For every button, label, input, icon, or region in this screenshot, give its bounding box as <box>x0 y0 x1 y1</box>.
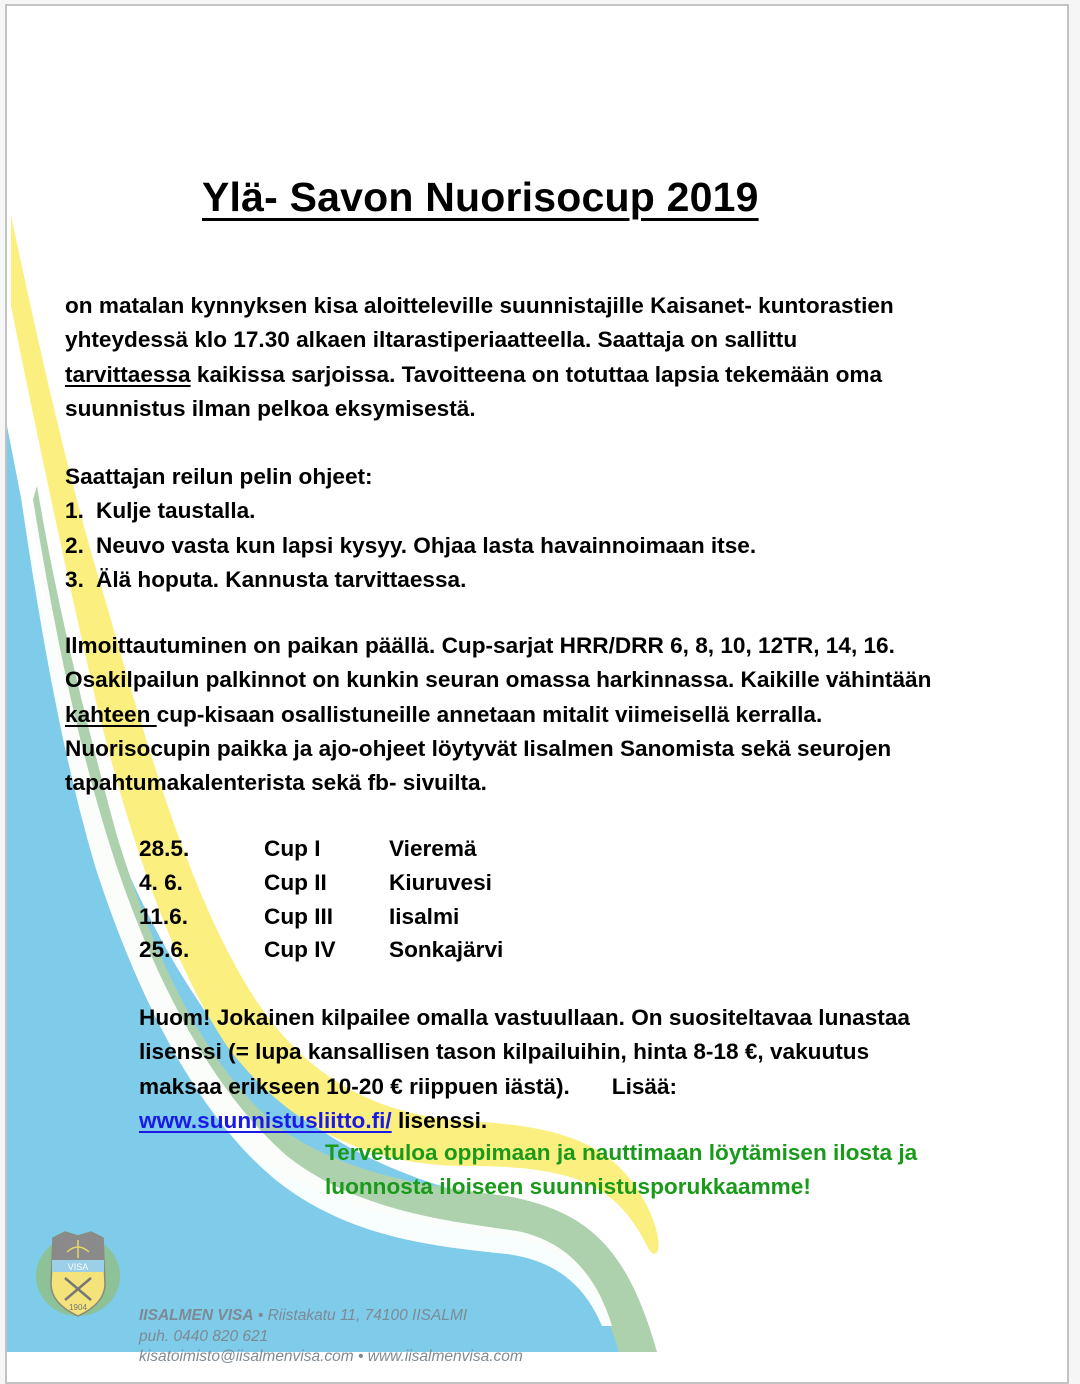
schedule-place: Kiuruvesi <box>389 869 492 895</box>
document-content <box>7 6 1069 1382</box>
club-contact-footer <box>139 1306 523 1368</box>
schedule-cup: Cup III <box>264 903 334 929</box>
rule-number: 2. <box>65 532 84 558</box>
underlined-word: tarvittaessa <box>65 361 191 387</box>
cup-schedule-table <box>139 832 503 967</box>
footer-address-line <box>139 1306 523 1327</box>
schedule-date: 28.5. <box>139 836 190 861</box>
intro-paragraph <box>65 289 894 426</box>
schedule-date: 11.6. <box>139 903 189 929</box>
rule-text: Kulje taustalla. <box>96 498 256 524</box>
rules-heading: Saattajan reilun pelin ohjeet: <box>65 464 373 489</box>
club-address: • Riistakatu 11, 74100 IISALMI <box>253 1307 468 1324</box>
note-line: Huom! Jokainen kilpailee omalla vastuullaan. On suositeltavaa lunastaa <box>139 1005 910 1030</box>
schedule-date: 25.6. <box>139 937 190 963</box>
intro-line: yhteydessä klo 17.30 alkaen iltarastiperiaatteella. Saattaja on sallittu <box>65 327 798 353</box>
schedule-place: Sonkajärvi <box>389 937 504 963</box>
schedule-row <box>139 832 503 866</box>
note-text: maksaa erikseen 10-20 € riippuen iästä). <box>139 1073 570 1099</box>
info-line-rest: cup-kisaan osallistuneille annetaan mitalit viimeisellä kerralla. <box>156 701 823 727</box>
club-email-website: kisatoimisto@iisalmenvisa.com • www.iisalmenvisa.com <box>139 1348 523 1365</box>
schedule-cup: Cup I <box>264 836 321 861</box>
welcome-line: luonnosta iloiseen suunnistusporukkaamme! <box>325 1174 811 1200</box>
rule-text: Älä hoputa. Kannusta tarvittaessa. <box>96 566 467 592</box>
license-note <box>139 1001 910 1138</box>
registration-info <box>65 629 931 800</box>
svg-text:1904: 1904 <box>69 1303 87 1312</box>
rule-number: 3. <box>65 566 84 592</box>
svg-text:VISA: VISA <box>67 1262 89 1272</box>
info-line <box>65 698 931 732</box>
info-line: tapahtumakalenterista sekä fb- sivuilta. <box>65 770 487 796</box>
schedule-place: Vieremä <box>389 836 477 861</box>
schedule-row <box>139 866 503 900</box>
schedule-cup: Cup IV <box>264 937 336 963</box>
welcome-message <box>325 1136 917 1205</box>
underlined-word: kahteen <box>65 701 157 727</box>
club-crest-logo-icon <box>33 1224 123 1319</box>
schedule-cup: Cup II <box>264 869 327 895</box>
schedule-row <box>139 900 503 934</box>
schedule-date: 4. 6. <box>139 869 183 895</box>
document-page <box>5 4 1069 1384</box>
club-phone: puh. 0440 820 621 <box>139 1327 269 1345</box>
intro-line <box>65 358 894 392</box>
link-suffix: lisenssi. <box>391 1107 488 1133</box>
info-line: Nuorisocupin paikka ja ajo-ohjeet löytyvät Iisalmen Sanomista sekä seurojen <box>65 735 892 761</box>
club-name: IISALMEN VISA <box>139 1307 254 1324</box>
intro-line: on matalan kynnyksen kisa aloitteleville suunnistajille Kaisanet- kuntorastien <box>65 293 894 318</box>
schedule-place: Iisalmi <box>389 903 460 929</box>
info-line: Ilmoittautuminen on paikan päällä. Cup-sarjat HRR/DRR 6, 8, 10, 12TR, 14, 16. <box>65 633 895 658</box>
document-title: Ylä- Savon Nuorisocup 2019 <box>202 174 759 220</box>
rule-number: 1. <box>65 498 84 524</box>
note-line <box>139 1104 910 1138</box>
note-line: lisenssi (= lupa kansallisen tason kilpailuihin, hinta 8-18 €, vakuutus <box>139 1039 870 1065</box>
rule-item <box>65 494 756 528</box>
suunnistusliitto-link[interactable]: www.suunnistusliitto.fi/ <box>139 1107 392 1133</box>
intro-line: suunnistus ilman pelkoa eksymisestä. <box>65 395 476 421</box>
rule-text: Neuvo vasta kun lapsi kysyy. Ohjaa lasta havainnoimaan itse. <box>96 532 757 558</box>
rule-item <box>65 563 756 597</box>
fair-play-rules <box>65 460 756 597</box>
note-more-label: Lisää: <box>611 1073 678 1099</box>
rule-item <box>65 529 756 563</box>
welcome-line: Tervetuloa oppimaan ja nauttimaan löytämisen ilosta ja <box>325 1140 918 1165</box>
schedule-row <box>139 933 503 967</box>
intro-line-rest: kaikissa sarjoissa. Tavoitteena on totuttaa lapsia tekemään oma <box>190 361 883 387</box>
info-line: Osakilpailun palkinnot on kunkin seuran omassa harkinnassa. Kaikille vähintään <box>65 667 932 693</box>
note-line <box>139 1070 910 1104</box>
